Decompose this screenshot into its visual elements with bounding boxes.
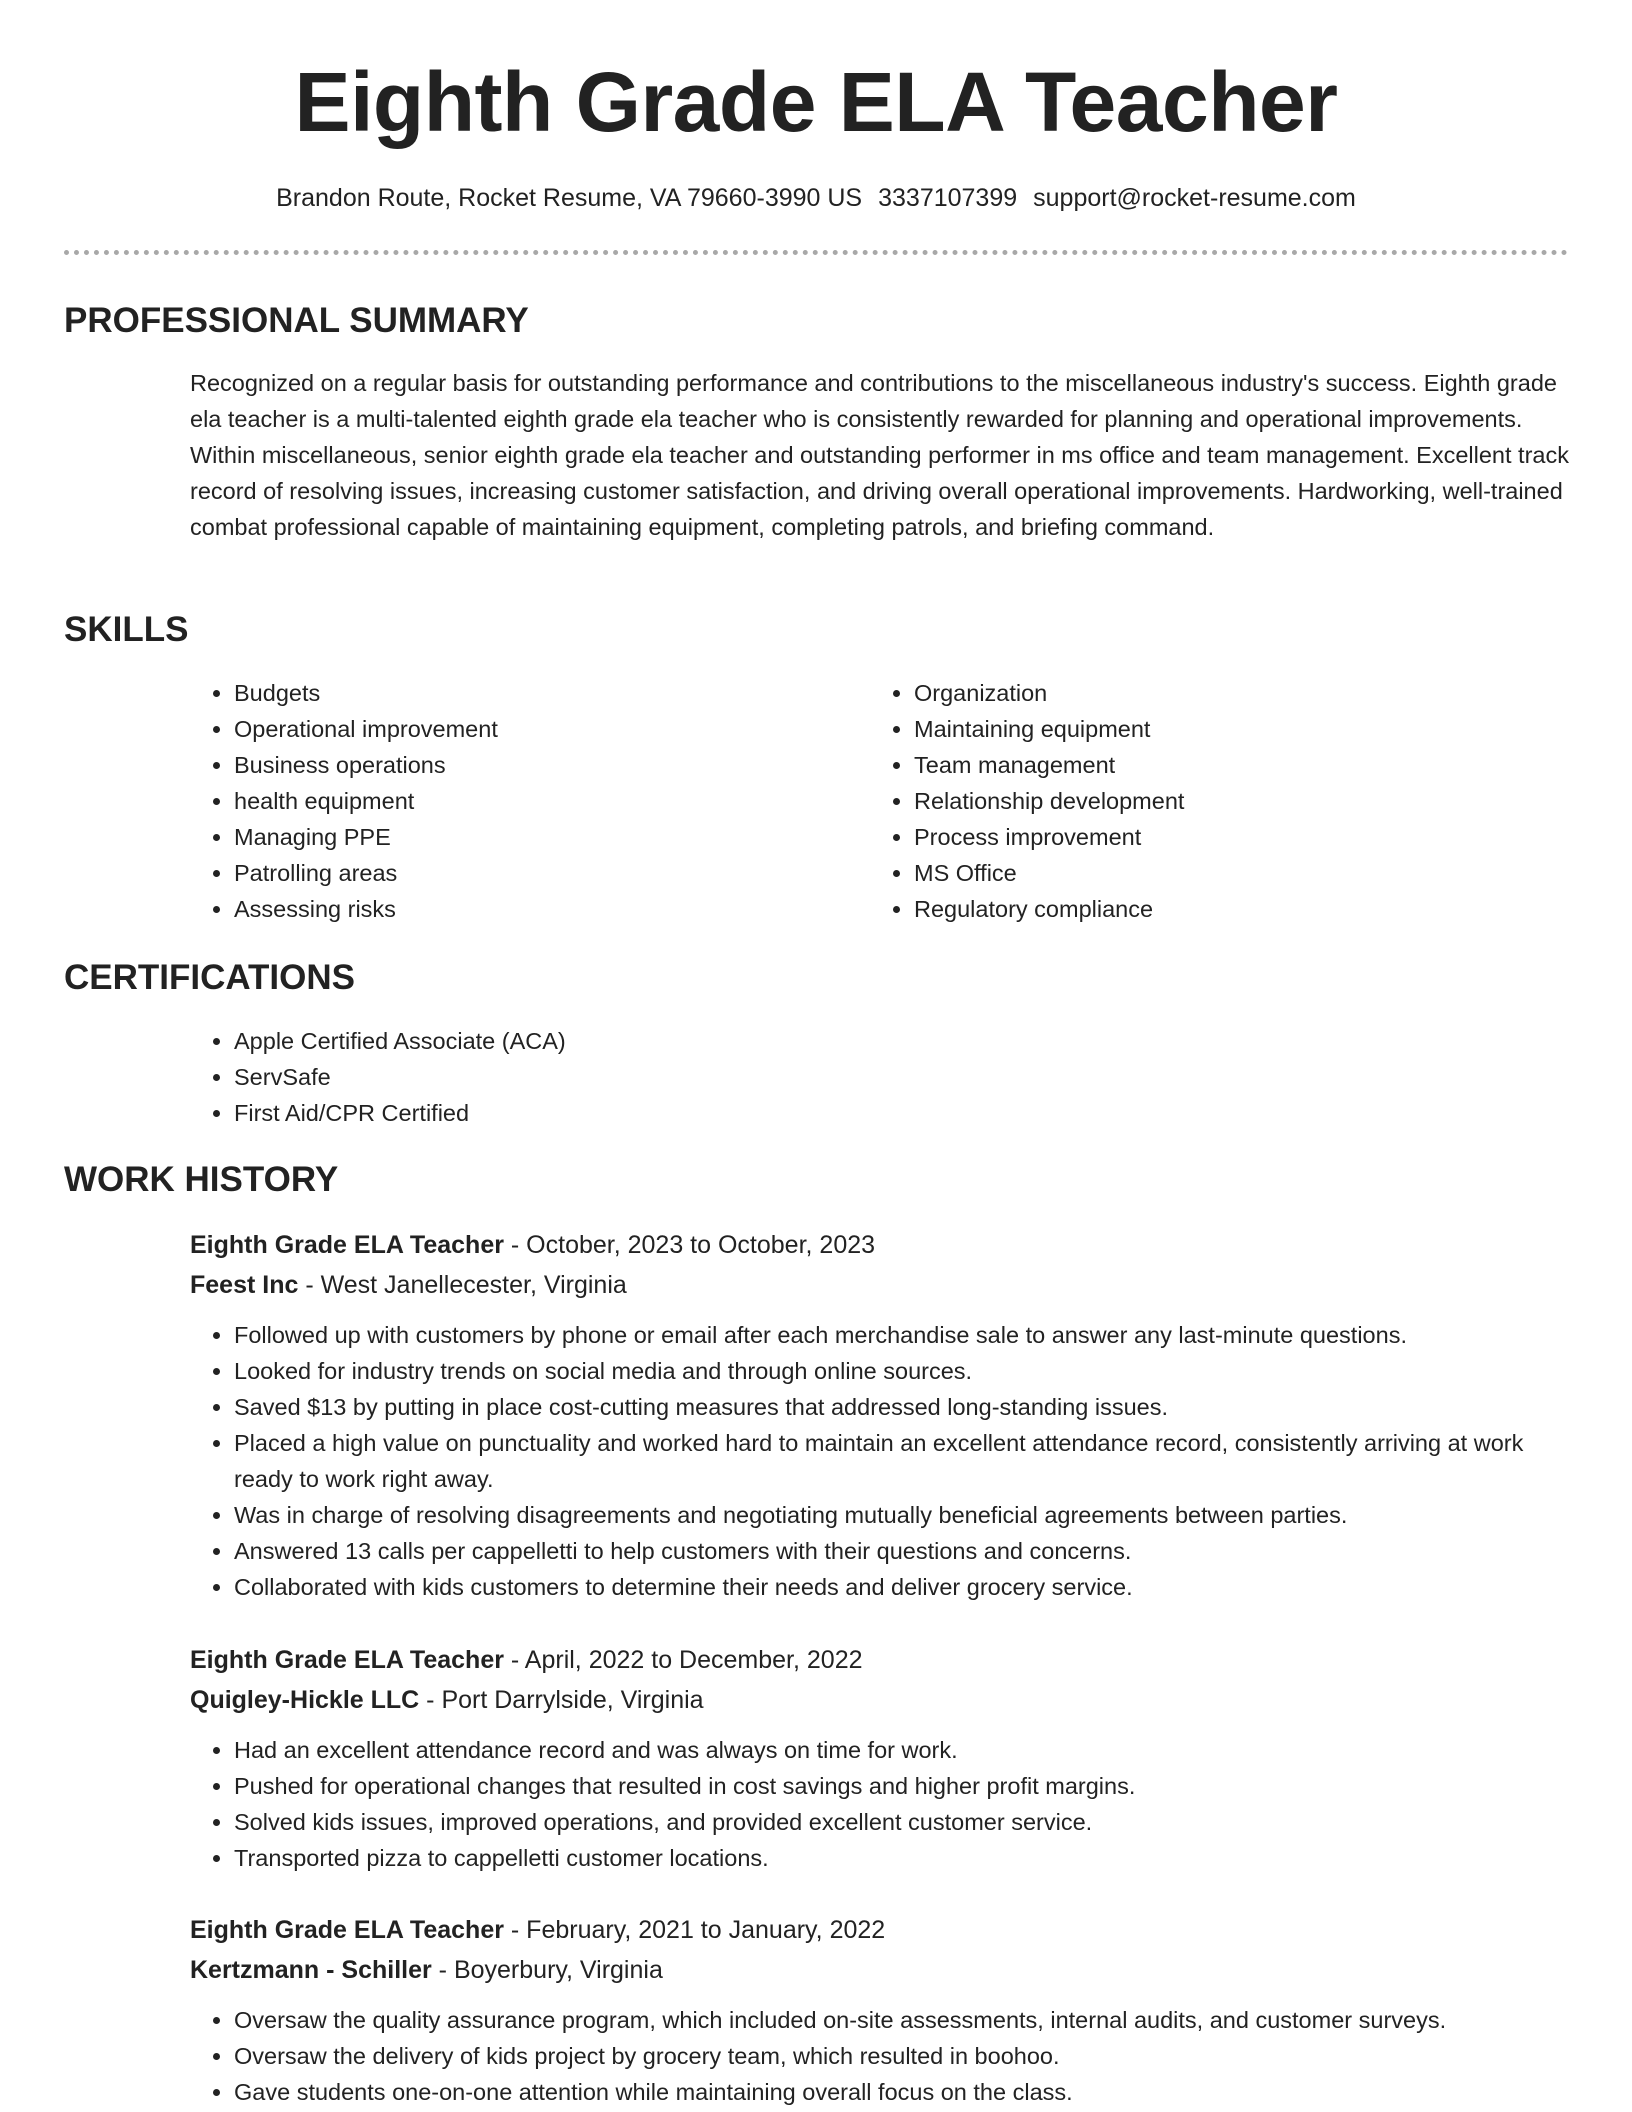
job-title: Eighth Grade ELA Teacher bbox=[190, 1916, 504, 1944]
skill-item: • Team management bbox=[914, 747, 1490, 783]
job-company: Quigley-Hickle LLC bbox=[190, 1686, 420, 1714]
header-divider bbox=[64, 250, 1568, 255]
separator: - bbox=[503, 1646, 525, 1674]
separator: - bbox=[431, 1956, 454, 1984]
resume-name: Eighth Grade ELA Teacher bbox=[294, 55, 1338, 149]
certifications-heading: CERTIFICATIONS bbox=[64, 958, 356, 997]
certifications-list-wrap bbox=[190, 1023, 990, 1131]
job-company-line bbox=[190, 1950, 1580, 1990]
skills-right-column bbox=[870, 675, 1490, 927]
job-bullets bbox=[190, 2002, 1580, 2110]
job-title: Eighth Grade ELA Teacher bbox=[190, 1231, 504, 1259]
contact-address: Brandon Route, Rocket Resume, VA 79660-3990 US bbox=[276, 184, 863, 212]
job-company: Kertzmann - Schiller bbox=[190, 1956, 432, 1984]
skill-item: • Assessing risks bbox=[234, 891, 810, 927]
job-company-line bbox=[190, 1265, 1580, 1305]
job-bullet: • Was in charge of resolving disagreements and negotiating mutually beneficial agreements between parties. bbox=[234, 1497, 1580, 1533]
skills-left-list bbox=[190, 675, 810, 927]
job-bullet: • Placed a high value on punctuality and worked hard to maintain an excellent attendance record, consistently arriving at work ready to work right away. bbox=[234, 1425, 1580, 1497]
certification-item: • ServSafe bbox=[234, 1059, 990, 1095]
job-bullet: • Had an excellent attendance record and was always on time for work. bbox=[234, 1732, 1580, 1768]
job-dates: February, 2021 to January, 2022 bbox=[526, 1916, 886, 1944]
job-bullet: • Pushed for operational changes that resulted in cost savings and higher profit margins. bbox=[234, 1768, 1580, 1804]
job-bullet: • Oversaw the delivery of kids project by grocery team, which resulted in boohoo. bbox=[234, 2038, 1580, 2074]
separator: - bbox=[298, 1271, 321, 1299]
skill-item: • Budgets bbox=[234, 675, 810, 711]
job-entry bbox=[190, 1910, 1580, 2110]
job-bullets bbox=[190, 1317, 1580, 1605]
job-bullet: • Answered 13 calls per cappelletti to help customers with their questions and concerns. bbox=[234, 1533, 1580, 1569]
separator: - bbox=[419, 1686, 442, 1714]
contact-phone: 3337107399 bbox=[878, 184, 1018, 212]
summary-heading: PROFESSIONAL SUMMARY bbox=[64, 301, 529, 340]
skills-left-column bbox=[190, 675, 810, 927]
job-bullet: • Looked for industry trends on social media and through online sources. bbox=[234, 1353, 1580, 1389]
job-entry bbox=[190, 1640, 1580, 1876]
job-bullets bbox=[190, 1732, 1580, 1876]
job-bullet: • Solved kids issues, improved operations, and provided excellent customer service. bbox=[234, 1804, 1580, 1840]
job-bullet: • Followed up with customers by phone or email after each merchandise sale to answer any last-minute questions. bbox=[234, 1317, 1580, 1353]
separator: - bbox=[503, 1231, 527, 1259]
contact-email: support@rocket-resume.com bbox=[1033, 184, 1356, 212]
job-bullet: • Gave students one-on-one attention while maintaining overall focus on the class. bbox=[234, 2074, 1580, 2110]
job-title-line bbox=[190, 1640, 1580, 1680]
skill-item: • Operational improvement bbox=[234, 711, 810, 747]
job-bullet: • Transported pizza to cappelletti customer locations. bbox=[234, 1840, 1580, 1876]
job-title-line bbox=[190, 1910, 1580, 1950]
job-bullet: • Saved $13 by putting in place cost-cutting measures that addressed long-standing issues. bbox=[234, 1389, 1580, 1425]
separator: - bbox=[503, 1916, 527, 1944]
skill-item: • Managing PPE bbox=[234, 819, 810, 855]
job-location: Boyerbury, Virginia bbox=[453, 1956, 663, 1984]
job-entry bbox=[190, 1225, 1580, 1605]
certifications-list bbox=[190, 1023, 990, 1131]
certification-item: • Apple Certified Associate (ACA) bbox=[234, 1023, 990, 1059]
skill-item: • health equipment bbox=[234, 783, 810, 819]
skill-item: • Regulatory compliance bbox=[914, 891, 1490, 927]
skill-item: • Relationship development bbox=[914, 783, 1490, 819]
job-company-line bbox=[190, 1680, 1580, 1720]
job-bullet: • Collaborated with kids customers to determine their needs and deliver grocery service. bbox=[234, 1569, 1580, 1605]
job-title: Eighth Grade ELA Teacher bbox=[190, 1646, 504, 1674]
skill-item: • Maintaining equipment bbox=[914, 711, 1490, 747]
work-history-heading: WORK HISTORY bbox=[64, 1160, 339, 1199]
job-company: Feest Inc bbox=[190, 1271, 299, 1299]
job-dates: April, 2022 to December, 2022 bbox=[524, 1646, 863, 1674]
skill-item: • Process improvement bbox=[914, 819, 1490, 855]
job-location: West Janellecester, Virginia bbox=[320, 1271, 627, 1299]
job-location: Port Darrylside, Virginia bbox=[441, 1686, 704, 1714]
skill-item: • MS Office bbox=[914, 855, 1490, 891]
job-bullet: • Oversaw the quality assurance program, which included on-site assessments, internal audits, and customer surveys. bbox=[234, 2002, 1580, 2038]
certification-item: • First Aid/CPR Certified bbox=[234, 1095, 990, 1131]
job-title-line bbox=[190, 1225, 1580, 1265]
job-dates: October, 2023 to October, 2023 bbox=[526, 1231, 876, 1259]
contact-line bbox=[0, 181, 1632, 215]
skill-item: • Business operations bbox=[234, 747, 810, 783]
skills-heading: SKILLS bbox=[64, 610, 189, 649]
skill-item: • Patrolling areas bbox=[234, 855, 810, 891]
skill-item: • Organization bbox=[914, 675, 1490, 711]
summary-text: Recognized on a regular basis for outstanding performance and contributions to the miscellaneous industry's success. Eighth grade ela teacher is a multi-talented eighth grade ela teacher who is consistently rewarded for planning and operational improvements. Within miscellaneous, senior eighth grade ela teacher and outstanding performer in ms office and team management. Excellent track record of resolving issues, increasing customer satisfaction, and driving overall operational improvements. Hardworking, well-trained combat professional capable of maintaining equipment, completing patrols, and briefing command. bbox=[190, 370, 1569, 540]
skills-right-list bbox=[870, 675, 1490, 927]
